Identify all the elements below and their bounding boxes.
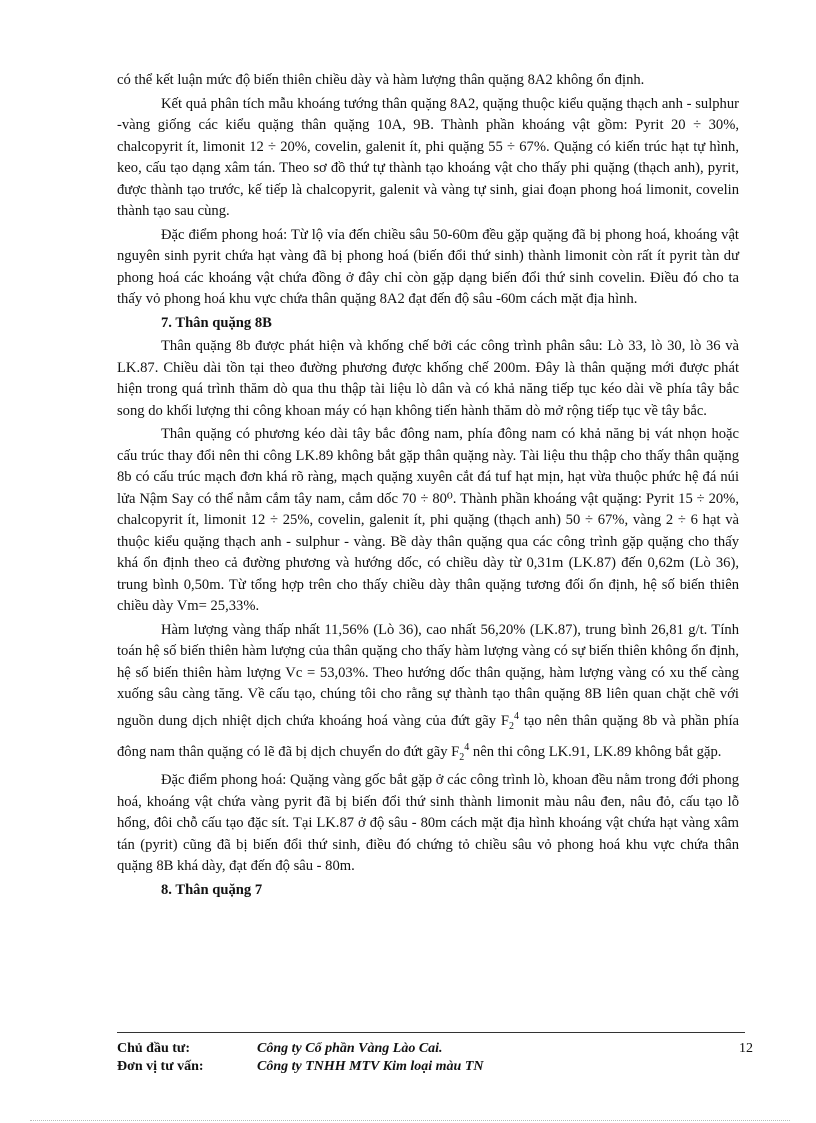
text-run: tạo nên thân quặng 8b và phần phía đông nam thân quặng có lẽ đã bị dịch chuyển do đứt gãy F <box>117 712 739 760</box>
section-heading-7: 7. Thân quặng 8B <box>161 314 272 331</box>
footer-divider <box>117 1032 745 1033</box>
paragraph: Thân quặng 8b được phát hiện và khống chế bởi các công trình phân sâu: Lò 33, lò 30, lò 36 và LK.87. Chiều dài tồn tại theo đường phương được khống chế 200m. Đây là thân quặng mới được phát hiện trong quá trình thăm dò qua thu thập tài liệu lò dân và có khả năng tiếp tục kéo dài về phía tây bắc song do khối lượng thi công khoan máy có hạn không tiến hành thăm dò mở rộng tiếp tục về tây bắc. <box>117 338 739 419</box>
investor-value: Công ty Cổ phần Vàng Lào Cai. <box>257 1041 443 1056</box>
document-body <box>117 70 739 903</box>
consultant-label: Đơn vị tư vấn: <box>117 1059 204 1074</box>
footer-investor-row <box>117 1040 753 1058</box>
paragraph: Thân quặng có phương kéo dài tây bắc đông nam, phía đông nam có khả năng bị vát nhọn hoặc cấu trúc thay đổi nên thi công LK.89 không bắt gặp thân quặng này. Tài liệu thu thập cho thấy thân quặng 8b có cấu trúc mạch đơn khá rõ ràng, mạch quặng xuyên cắt đá tuf hạt mịn, hạt vừa thuộc phức hệ đá núi lửa Nậm Say có thể nằm cắm tây nam, cắm dốc 70 ÷ 80⁰. Thành phần khoáng vật quặng: Pyrit 15 ÷ 20%, chalcopyrit ít, limonit 12 ÷ 25%, covelin, galenit ít, phi quặng (thạch anh) 50 ÷ 67%, vàng 2 ÷ 6 hạt và thuộc kiểu quặng thạch anh - sulphur - vàng. Bề dày thân quặng qua các công trình gặp quặng cho thấy khá ổn định theo cả đường phương và hướng dốc, có chiều dày từ 0,31m (LK.87) đến 0,62m (Lò 36), trung bình 0,50m. Từ tổng hợp trên cho thấy chiều dày thân quặng tương đối ổn định, hệ số biến thiên chiều dày Vm= 25,33%. <box>117 426 739 614</box>
footer-consultant-row <box>117 1058 753 1076</box>
text-run: nên thi công LK.91, LK.89 không bắt gặp. <box>469 743 722 760</box>
page-footer <box>117 1040 753 1076</box>
superscript: 4 <box>514 710 520 722</box>
bottom-dotted-line <box>30 1120 790 1121</box>
subscript: 2 <box>459 751 465 763</box>
paragraph: Đặc điểm phong hoá: Quặng vàng gốc bắt gặp ở các công trình lò, khoan đều nằm trong đới phong hoá, khoáng vật chứa vàng pyrit đã bị biến đổi thứ sinh thành limonit màu nâu đen, nâu đỏ, cấu tạo lỗ hổng, đôi chỗ cấu tạo đặc sít. Tại LK.87 ở độ sâu - 80m cách mặt địa hình khoáng vật chứa hạt vàng xâm tán (pyrit) cũng đã bị biến đổi thứ sinh, điều đó chứng tỏ chiều sâu vỏ phong hoá khu vực chứa thân quặng 8B khá dày, đạt đến độ sâu - 80m. <box>117 772 739 875</box>
paragraph: có thể kết luận mức độ biến thiên chiều dày và hàm lượng thân quặng 8A2 không ổn định. <box>117 72 645 88</box>
superscript: 4 <box>464 741 470 753</box>
paragraph: Kết quả phân tích mẫu khoáng tướng thân quặng 8A2, quặng thuộc kiểu quặng thạch anh - sulphur -vàng giống các kiểu quặng thân quặng 10A, 9B. Thành phần khoáng vật gồm: Pyrit 20 ÷ 30%, chalcopyrit ít, limonit 12 ÷ 20%, covelin, galenit ít, phi quặng 55 ÷ 67%. Quặng có kiến trúc hạt tự hình, keo, cấu tạo dạng xâm tán. Theo sơ đồ thứ tự thành tạo khoáng vật cho thấy phi quặng (thạch anh), pyrit, được thành tạo trước, kế tiếp là chalcopyrit, galenit và vàng tự sinh, giai đoạn phong hoá limonit, covelin thành tạo sau cùng. <box>117 95 739 219</box>
investor-label: Chủ đầu tư: <box>117 1041 190 1056</box>
consultant-value: Công ty TNHH MTV Kim loại màu TN <box>257 1059 484 1074</box>
page-number: 12 <box>739 1041 753 1056</box>
paragraph: Đặc điểm phong hoá: Từ lộ vỉa đến chiều sâu 50-60m đều gặp quặng đã bị phong hoá, khoáng vật nguyên sinh pyrit chứa hạt vàng đã bị phong hoá (biến đổi thứ sinh) thành limonit còn rất ít pyrit tàn dư phong hoá các khoáng vật chứa đồng ở đây chỉ còn gặp dạng biến đổi thứ sinh covelin. Điều đó cho ta thấy vỏ phong hoá khu vực chứa thân quặng 8A2 đạt đến độ sâu -60m cách mặt địa hình. <box>117 226 739 307</box>
text-run: Hàm lượng vàng thấp nhất 11,56% (Lò 36), cao nhất 56,20% (LK.87), trung bình 26,81 g/t. Tính toán hệ số biến thiên hàm lượng của thân quặng cho thấy hàm lượng vàng có sự biến thiên không ổn định, hệ số biến thiên hàm lượng Vc = 53,03%. Theo hướng dốc thân quặng, hàm lượng vàng có xu thế càng xuống sâu càng tăng. Về cấu tạo, chúng tôi cho rằng sự thành tạo thân quặng 8B liên quan chặt chẽ với nguồn dung dịch nhiệt dịch chứa khoáng hoá vàng của đứt gãy F <box>117 621 739 729</box>
section-heading-8: 8. Thân quặng 7 <box>161 881 263 898</box>
subscript: 2 <box>509 720 515 732</box>
paragraph <box>117 620 739 769</box>
